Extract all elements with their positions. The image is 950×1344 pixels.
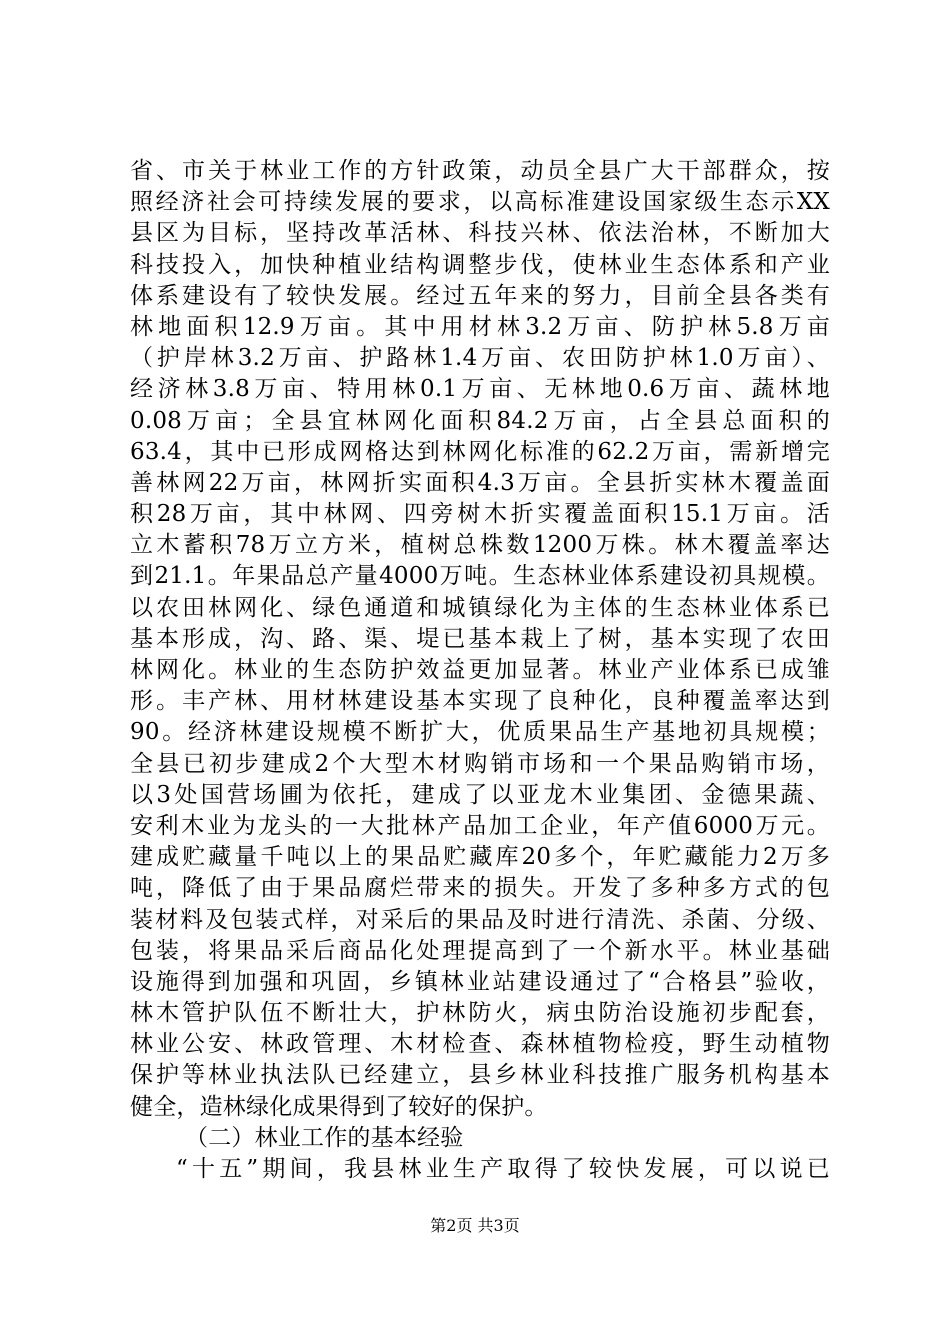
paragraph-line: 0.08万亩；全县宜林网化面积84.2万亩，占全县总面积的 (130, 407, 830, 434)
paragraph-line: 体系建设有了较快发展。经过五年来的努力，目前全县各类有 (130, 282, 830, 309)
paragraph-line: 包装，将果品采后商品化处理提高到了一个新水平。林业基础 (130, 937, 830, 964)
paragraph-line: 林网化。林业的生态防护效益更加显著。林业产业体系已成雏 (130, 657, 830, 683)
paragraph-line: 基本形成，沟、路、渠、堤已基本栽上了树，基本实现了农田 (130, 625, 830, 652)
paragraph-line: 林木管护队伍不断壮大，护林防火，病虫防治设施初步配套， (130, 1000, 830, 1027)
paragraph-line: 积28万亩，其中林网、四旁树木折实覆盖面积15.1万亩。活 (130, 501, 830, 528)
paragraph-line: 形。丰产林、用材林建设基本实现了良种化，良种覆盖率达到 (130, 688, 830, 715)
paragraph-line: 吨，降低了由于果品腐烂带来的损失。开发了多种多方式的包 (130, 875, 830, 902)
paragraph-line: 装材料及包装式样，对采后的果品及时进行清洗、杀菌、分级、 (130, 906, 830, 933)
paragraph-line: 设施得到加强和巩固，乡镇林业站建设通过了“合格县”验收， (130, 968, 830, 995)
paragraph-line: 保护等林业执法队已经建立，县乡林业科技推广服务机构基本 (130, 1062, 830, 1089)
paragraph-line: 立木蓄积78万立方米，植树总株数1200万株。林木覆盖率达 (130, 532, 830, 559)
paragraph-line: 健全，造林绿化成果得到了较好的保护。 (130, 1093, 548, 1120)
section-heading: （二）林业工作的基本经验 (185, 1124, 464, 1151)
paragraph-line: 省、市关于林业工作的方针政策，动员全县广大干部群众，按 (130, 158, 830, 184)
page-number-footer: 第2页 共3页 (430, 1216, 520, 1235)
paragraph-line: “十五”期间，我县林业生产取得了较快发展，可以说已 (176, 1156, 830, 1182)
paragraph-line: 科技投入，加快种植业结构调整步伐，使林业生态体系和产业 (130, 251, 830, 278)
paragraph-line: 建成贮藏量千吨以上的果品贮藏库20多个，年贮藏能力2万多 (130, 844, 830, 871)
paragraph-line: 90。经济林建设规模不断扩大，优质果品生产基地初具规模； (130, 719, 830, 746)
paragraph-line: 安利木业为龙头的一大批林产品加工企业，年产值6000万元。 (130, 812, 830, 839)
paragraph-line: 以3处国营场圃为依托，建成了以亚龙木业集团、金德果蔬、 (130, 781, 830, 808)
paragraph-line: 林业公安、林政管理、木材检查、森林植物检疫，野生动植物 (130, 1031, 830, 1058)
paragraph-line: 到21.1。年果品总产量4000万吨。生态林业体系建设初具规模。 (130, 563, 830, 590)
paragraph-line: 以农田林网化、绿色通道和城镇绿化为主体的生态林业体系已 (130, 594, 830, 621)
paragraph-line: 县区为目标，坚持改革活林、科技兴林、依法治林，不断加大 (130, 220, 830, 247)
paragraph-line: 63.4，其中已形成网格达到林网化标准的62.2万亩，需新增完 (130, 438, 830, 465)
paragraph-line: 照经济社会可持续发展的要求，以高标准建设国家级生态示XX (130, 189, 830, 216)
paragraph-line: （护岸林3.2万亩、护路林1.4万亩、农田防护林1.0万亩）、 (130, 345, 830, 372)
paragraph-line: 林地面积12.9万亩。其中用材林3.2万亩、防护林5.8万亩 (130, 313, 830, 340)
paragraph-line: 全县已初步建成2个大型木材购销市场和一个果品购销市场， (130, 750, 830, 777)
paragraph-line: 善林网22万亩，林网折实面积4.3万亩。全县折实林木覆盖面 (130, 469, 830, 496)
document-body (130, 156, 830, 1185)
paragraph-line: 经济林3.8万亩、特用林0.1万亩、无林地0.6万亩、蔬林地 (130, 376, 830, 403)
